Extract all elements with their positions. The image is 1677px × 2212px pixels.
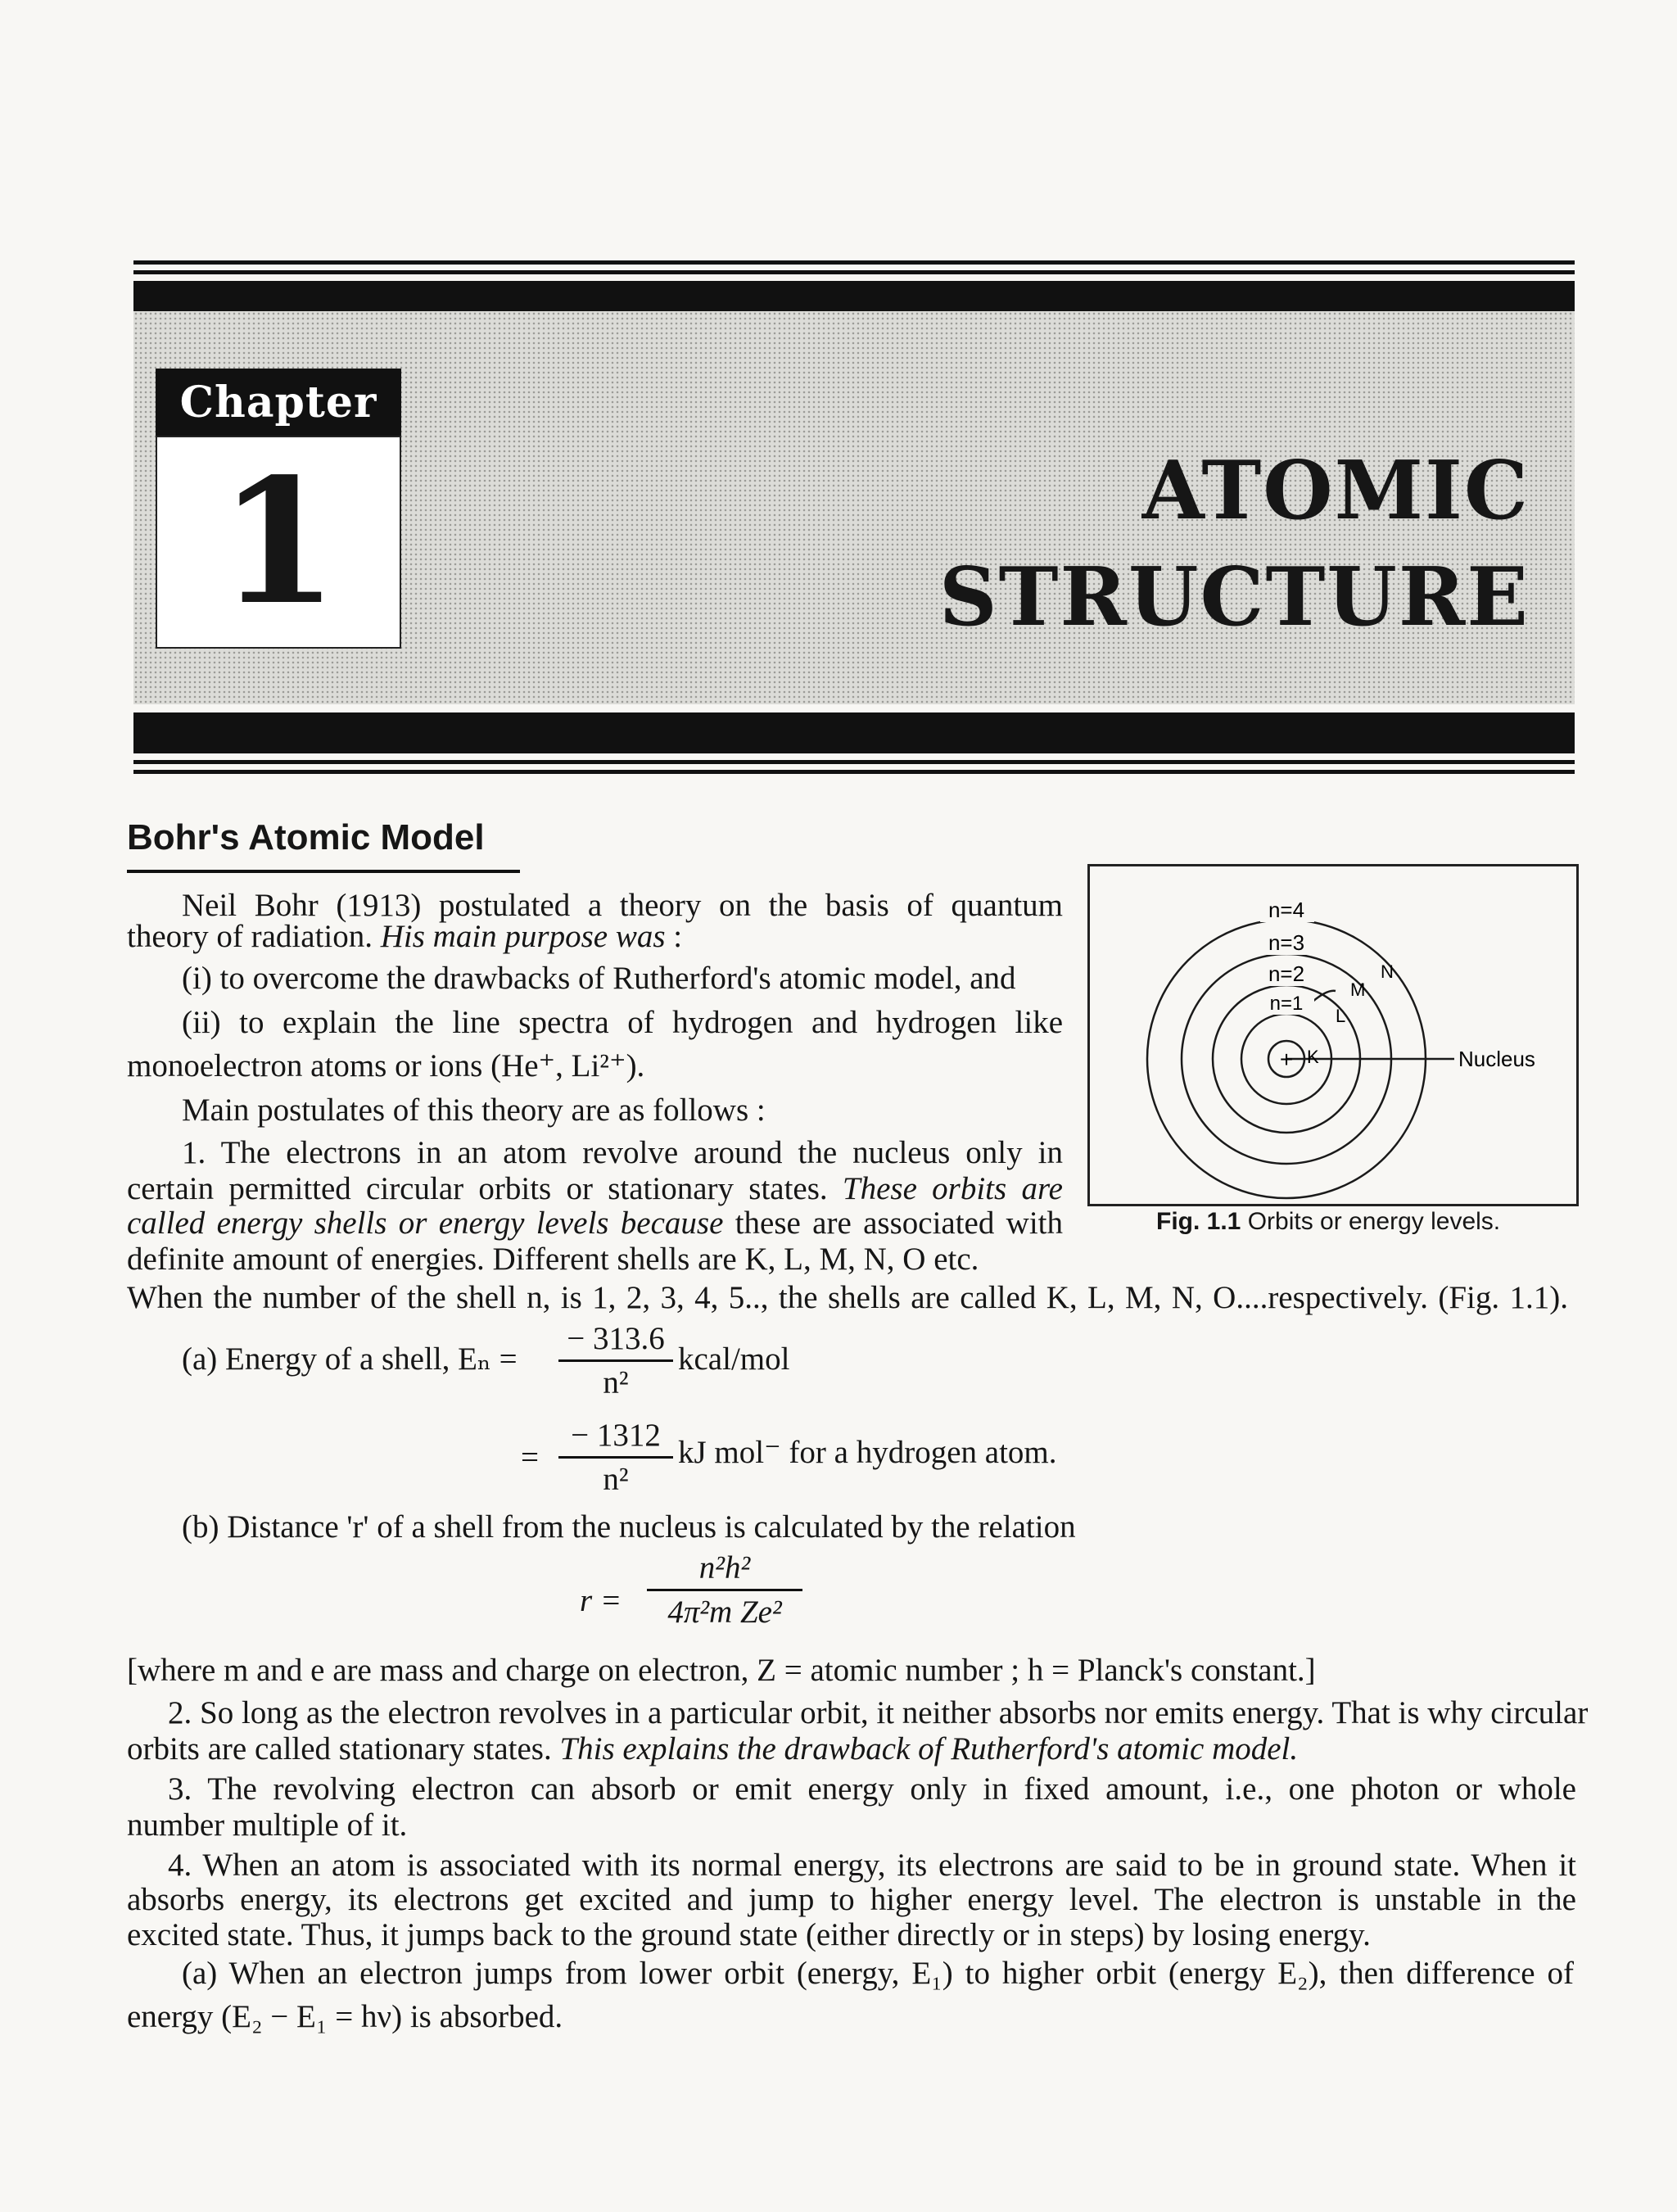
postulate-3-line-1: 3. The revolving electron can absorb or emit energy only in fixed amount, i.e., one photon or whole	[168, 1771, 1576, 1807]
para-line-4: (ii) to explain the line spectra of hydrogen and hydrogen like	[182, 1005, 1063, 1040]
postulate-4-line-3: excited state. Thus, it jumps back to the ground state (either directly or in steps) by losing energy.	[127, 1917, 1371, 1952]
postulate-2-line-2	[127, 1733, 1298, 1765]
radius-denominator: 4π²m Ze²	[647, 1589, 802, 1628]
postulate-4-line-1: 4. When an atom is associated with its normal energy, its electrons are said to be in ground state. When it	[168, 1848, 1576, 1883]
para-line-1: Neil Bohr (1913) postulated a theory on the basis of quantum	[182, 888, 1063, 923]
postulate-4a-line-1: (a) When an electron jumps from lower orbit (energy, E₁) to higher orbit (energy E₂), then difference of	[182, 1956, 1574, 1991]
para-line-2c: :	[665, 919, 683, 954]
para-line-5: monoelectron atoms or ions (He⁺, Li²⁺).	[127, 1048, 645, 1083]
energy-numerator-2: − 1312	[571, 1418, 661, 1453]
nucleus-plus: +	[1279, 1047, 1294, 1072]
level-n1: n=1	[1269, 993, 1304, 1015]
energy-unit-2: kJ mol⁻ for a hydrogen atom.	[678, 1435, 1057, 1470]
energy-denominator-2: n²	[558, 1456, 673, 1495]
r-equals-text: r =	[580, 1583, 622, 1618]
level-n3: n=3	[1268, 930, 1305, 955]
section-heading: Bohr's Atomic Model	[127, 817, 485, 857]
shell-n: N	[1381, 961, 1394, 982]
postulate-2-line-1: 2. So long as the electron revolves in a particular orbit, it neither absorbs nor emits energy. That is why circular	[168, 1695, 1589, 1730]
chapter-title	[939, 438, 1530, 651]
equals-sign: =	[521, 1440, 539, 1475]
postulate-4a-line-2: energy (E₂ − E₁ = hν) is absorbed.	[127, 1999, 563, 2034]
top-rule-thin-1	[133, 260, 1575, 265]
para-line-8	[127, 1173, 1063, 1205]
chapter-number: 1	[156, 436, 401, 649]
shell-k: K	[1307, 1047, 1319, 1067]
figure-caption-number: Fig. 1.1	[1156, 1208, 1241, 1235]
chapter-title-line1: ATOMIC	[1141, 444, 1530, 538]
nucleus-label: Nucleus	[1458, 1047, 1535, 1071]
energy-fraction-2	[558, 1419, 673, 1495]
energy-fraction-1	[558, 1323, 673, 1399]
para-line-10: definite amount of energies. Different shells are K, L, M, N, O etc.	[127, 1242, 979, 1277]
postulate-4-line-2: absorbs energy, its electrons get excited and jump to higher energy level. The electron is unstable in the	[127, 1882, 1576, 1917]
para-line-11: When the number of the shell n, is 1, 2, 3, 4, 5.., the shells are called K, L, M, N, O....respectively. (Fig. 1.1).	[127, 1280, 1568, 1315]
postulate-2-line-2b: This explains the drawback of Rutherford's atomic model.	[559, 1731, 1299, 1766]
para-line-8a: certain permitted circular orbits or stationary states.	[127, 1171, 843, 1206]
para-line-9	[127, 1207, 1063, 1239]
radius-fraction	[647, 1552, 802, 1628]
para-line-9b: these are associated with	[723, 1206, 1064, 1241]
orbits-diagram	[1090, 866, 1576, 1204]
where-note: [where m and e are mass and charge on electron, Z = atomic number ; h = Planck's constant.]	[127, 1653, 1316, 1688]
para-line-7: 1. The electrons in an atom revolve around the nucleus only in	[182, 1135, 1063, 1170]
bottom-rule-thick	[133, 712, 1575, 753]
figure-orbits	[1087, 864, 1579, 1206]
para-line-2a: theory of radiation.	[127, 919, 381, 954]
chapter-label: Chapter	[156, 369, 401, 436]
figure-caption-text: Orbits or energy levels.	[1241, 1208, 1501, 1235]
postulate-2-line-2a: orbits are called stationary states.	[127, 1731, 560, 1766]
energy-unit-1: kcal/mol	[678, 1341, 790, 1377]
para-line-2	[127, 921, 682, 952]
r-equals	[580, 1585, 622, 1617]
distance-label: (b) Distance 'r' of a shell from the nucleus is calculated by the relation	[182, 1509, 1076, 1545]
postulate-3-line-2: number multiple of it.	[127, 1807, 408, 1843]
para-line-9a: called energy shells or energy levels because	[127, 1206, 724, 1241]
para-line-3: (i) to overcome the drawbacks of Rutherford's atomic model, and	[182, 961, 1016, 996]
shell-l: L	[1336, 1006, 1346, 1026]
bottom-rule-thin-2	[133, 770, 1575, 774]
shell-m: M	[1350, 979, 1366, 1000]
chapter-title-line2: STRUCTURE	[938, 550, 1530, 645]
energy-numerator-1: − 313.6	[567, 1321, 665, 1356]
para-line-8b: These orbits are	[842, 1171, 1063, 1206]
level-n4: n=4	[1268, 898, 1305, 922]
para-line-6: Main postulates of this theory are as follows :	[182, 1092, 766, 1128]
figure-caption	[1156, 1208, 1500, 1236]
bottom-rule-thin-1	[133, 760, 1575, 764]
level-n2: n=2	[1268, 961, 1305, 986]
para-line-2b: His main purpose was	[380, 919, 666, 954]
section-heading-underline	[127, 870, 520, 873]
top-rule-thin-2	[133, 270, 1575, 274]
energy-denominator-1: n²	[558, 1359, 673, 1399]
energy-label: (a) Energy of a shell, Eₙ =	[182, 1341, 518, 1377]
radius-numerator: n²h²	[698, 1550, 751, 1585]
